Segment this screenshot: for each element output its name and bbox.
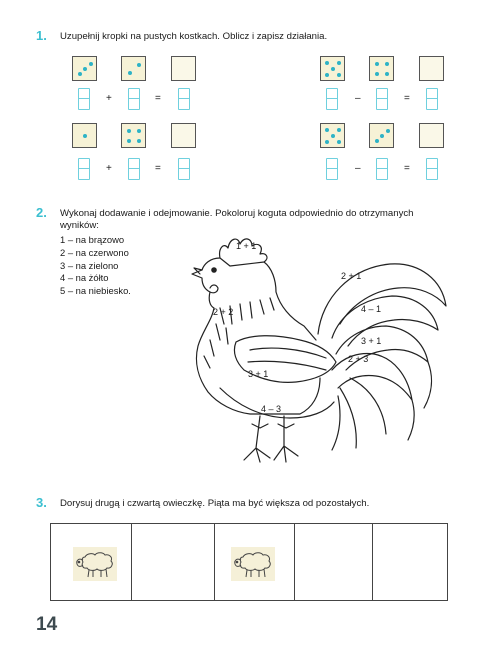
answer-digit-box[interactable] [376, 158, 388, 180]
equals-sign: = [404, 93, 410, 104]
rooster-illustration[interactable] [180, 228, 450, 478]
sheep-cell-5[interactable] [372, 524, 447, 600]
label-belly: 4 – 3 [261, 404, 282, 414]
equals-sign: = [155, 163, 161, 174]
die-blank[interactable] [419, 56, 444, 81]
die-one [72, 123, 97, 148]
sheep-cell-1 [51, 524, 132, 600]
label-tail2: 4 – 1 [361, 304, 382, 314]
sheep-cell-4[interactable] [294, 524, 373, 600]
label-tail4: 2 + 3 [348, 354, 369, 364]
answer-digit-box[interactable] [128, 158, 140, 180]
task3-number: 3. [36, 495, 47, 510]
sheep-cell-3 [214, 524, 295, 600]
die-three [72, 56, 97, 81]
answer-digit-box[interactable] [178, 158, 190, 180]
die-blank[interactable] [171, 123, 196, 148]
legend-item: 4 – na żółto [60, 272, 109, 284]
die-blank[interactable] [419, 123, 444, 148]
task1-number: 1. [36, 28, 47, 43]
sheep-cell-2[interactable] [131, 524, 215, 600]
label-head: 2 + 2 [213, 307, 234, 317]
legend-item: 1 – na brązowo [60, 234, 125, 245]
legend-item: 5 – na niebiesko. [60, 285, 131, 297]
plus-sign: + [106, 93, 112, 104]
answer-digit-box[interactable] [326, 88, 338, 110]
task2-instruction: Wykonaj dodawanie i odejmowanie. Pokoloruj koguta odpowiednio do otrzymanych wyników: [60, 208, 414, 231]
minus-sign: – [355, 93, 361, 104]
die-blank[interactable] [171, 56, 196, 81]
task3-instruction: Dorysuj drugą i czwartą owieczkę. Piąta ma być większa od pozostałych. [60, 498, 370, 509]
sheep-drawing-row [50, 523, 448, 601]
die-four [369, 56, 394, 81]
answer-digit-box[interactable] [426, 158, 438, 180]
legend-item: 2 – na czerwono [60, 246, 129, 258]
die-four [121, 123, 146, 148]
answer-digit-box[interactable] [326, 158, 338, 180]
die-three [369, 123, 394, 148]
answer-digit-box[interactable] [426, 88, 438, 110]
rooster-tail-2 [332, 296, 438, 346]
answer-digit-box[interactable] [128, 88, 140, 110]
answer-digit-box[interactable] [376, 88, 388, 110]
plus-sign: + [106, 163, 112, 174]
legend-item: 3 – na zielono [60, 259, 119, 271]
die-five [320, 56, 345, 81]
die-five [320, 123, 345, 148]
sheep-icon [73, 547, 117, 581]
color-legend [60, 234, 131, 298]
label-tail1: 2 + 1 [341, 271, 362, 281]
page-number: 14 [36, 614, 58, 635]
label-tail3: 3 + 1 [361, 336, 382, 346]
sheep-icon [231, 547, 275, 581]
answer-digit-box[interactable] [78, 158, 90, 180]
label-comb: 1 + 1 [236, 241, 257, 251]
minus-sign: – [355, 163, 361, 174]
task1-instruction: Uzupełnij kropki na pustych kostkach. Oblicz i zapisz działania. [60, 31, 328, 42]
die-two [121, 56, 146, 81]
answer-digit-box[interactable] [78, 88, 90, 110]
answer-digit-box[interactable] [178, 88, 190, 110]
rooster-tail-4 [332, 354, 412, 400]
label-wing: 3 + 1 [248, 369, 269, 379]
equals-sign: = [404, 163, 410, 174]
equals-sign: = [155, 93, 161, 104]
task2-number: 2. [36, 205, 47, 220]
